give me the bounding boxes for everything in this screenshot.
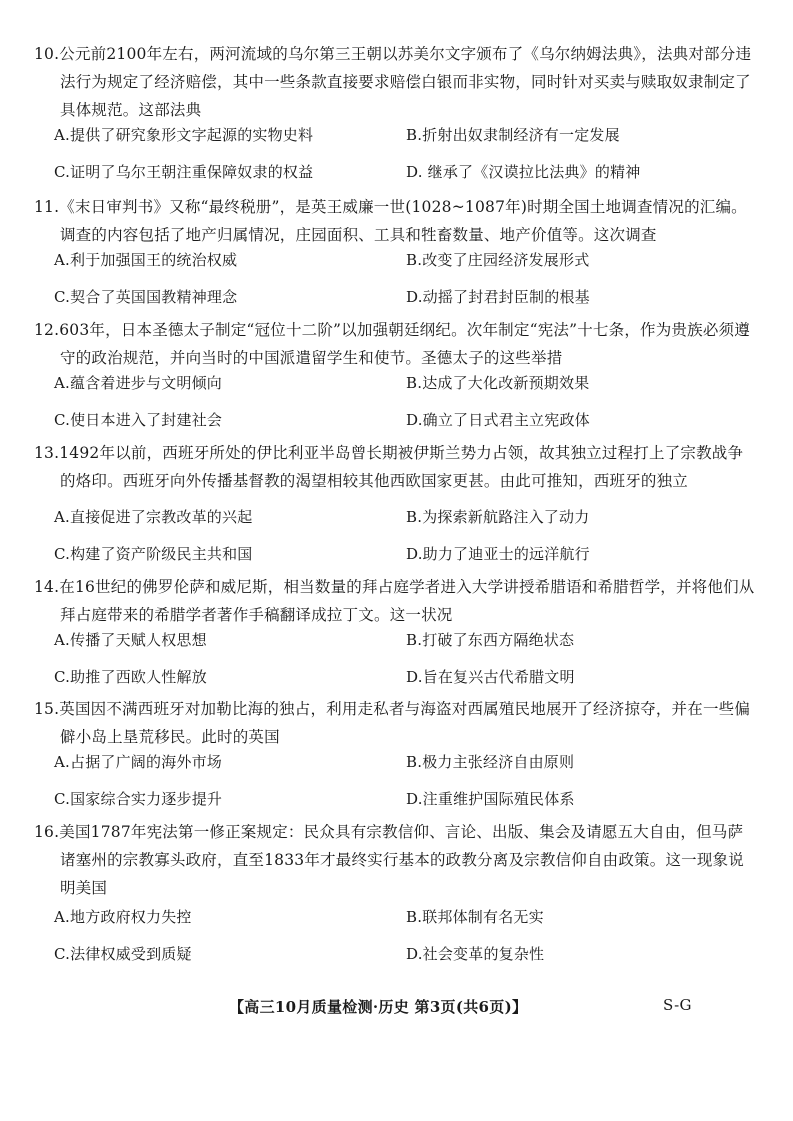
option-a: A.直接促进了宗教改革的兴起: [54, 508, 253, 526]
option-b: B.折射出奴隶制经济有一定发展: [406, 126, 620, 144]
option-a: A.利于加强国王的统治权威: [54, 251, 238, 269]
option-d: D.社会变革的复杂性: [406, 945, 545, 963]
options: [34, 751, 758, 818]
question-stem: 10.公元前2100年左右，两河流域的乌尔第三王朝以苏美尔文字颁布了《乌尔纳姆法典》，法典对部分违法行为规定了经济赔偿，其中一些条款直接要求赔偿白银而非实物，同时针对买卖与赎取奴隶制定了具体规范。这部法典: [34, 45, 752, 119]
option-d: D. 继承了《汉谟拉比法典》的精神: [406, 163, 641, 181]
options: [34, 506, 758, 573]
option-a: A.地方政府权力失控: [54, 908, 192, 926]
question-14: [34, 573, 758, 696]
option-c: C.构建了资产阶级民主共和国: [54, 545, 253, 563]
question-stem: 11.《末日审判书》又称“最终税册”，是英王威廉一世(1028~1087年)时期全国土地调查情况的汇编。调查的内容包括了地产归属情况，庄园面积、工具和牲畜数量、地产价值等。这次调查: [34, 198, 747, 244]
options: [34, 372, 758, 439]
question-stem: 16.美国1787年宪法第一修正案规定：民众具有宗教信仰、言论、出版、集会及请愿五大自由，但马萨诸塞州的宗教寡头政府，直至1833年才最终实行基本的政教分离及宗教信仰自由政策。这一现象说明美国: [34, 823, 744, 897]
option-a: A.蕴含着进步与文明倾向: [54, 374, 223, 392]
options: [34, 906, 758, 973]
option-a: A.提供了研究象形文字起源的实物史料: [54, 126, 314, 144]
question-stem: 13.1492年以前，西班牙所处的伊比利亚半岛曾长期被伊斯兰势力占领，故其独立过程打上了宗教战争的烙印。西班牙向外传播基督教的渴望相较其他西欧国家更甚。由此可推知，西班牙的独立: [34, 444, 744, 490]
options: [34, 629, 758, 696]
option-c: C.证明了乌尔王朝注重保障奴隶的权益: [54, 163, 314, 181]
options: [34, 124, 758, 191]
option-b: B.改变了庄园经济发展形式: [406, 251, 590, 269]
option-b: B.联邦体制有名无实: [406, 908, 544, 926]
question-13: [34, 439, 758, 573]
question-10: [34, 40, 758, 191]
option-d: D.动摇了封君封臣制的根基: [406, 288, 590, 306]
option-d: D.确立了日式君主立宪政体: [406, 411, 590, 429]
options: [34, 249, 758, 316]
option-b: B.极力主张经济自由原则: [406, 753, 575, 771]
question-12: [34, 316, 758, 439]
question-15: [34, 695, 758, 818]
question-stem: 12.603年，日本圣德太子制定“冠位十二阶”以加强朝廷纲纪。次年制定“宪法”十七条，作为贵族必须遵守的政治规范，并向当时的中国派遣留学生和使节。圣德太子的这些举措: [34, 321, 750, 367]
question-16: [34, 818, 758, 973]
option-c: C.契合了英国国教精神理念: [54, 288, 238, 306]
option-d: D.旨在复兴古代希腊文明: [406, 668, 575, 686]
footer-code: S-G: [663, 996, 692, 1014]
question-11: [34, 193, 758, 316]
option-b: B.打破了东西方隔绝状态: [406, 631, 575, 649]
question-stem: 14.在16世纪的佛罗伦萨和威尼斯，相当数量的拜占庭学者进入大学讲授希腊语和希腊哲学，并将他们从拜占庭带来的希腊学者著作手稿翻译成拉丁文。这一状况: [34, 578, 755, 624]
option-b: B.为探索新航路注入了动力: [406, 508, 590, 526]
question-stem: 15.英国因不满西班牙对加勒比海的独占，利用走私者与海盗对西属殖民地展开了经济掠夺，并在一些偏僻小岛上垦荒移民。此时的英国: [34, 700, 751, 746]
option-c: C.法律权威受到质疑: [54, 945, 192, 963]
option-d: D.注重维护国际殖民体系: [406, 790, 575, 808]
option-b: B.达成了大化改新预期效果: [406, 374, 590, 392]
option-a: A.占据了广阔的海外市场: [54, 753, 223, 771]
option-a: A.传播了天赋人权思想: [54, 631, 207, 649]
footer-title: 【高三10月质量检测·历史 第3页(共6页)】: [229, 998, 528, 1016]
option-d: D.助力了迪亚士的远洋航行: [406, 545, 590, 563]
option-c: C.国家综合实力逐步提升: [54, 790, 223, 808]
option-c: C.使日本进入了封建社会: [54, 411, 223, 429]
option-c: C.助推了西欧人性解放: [54, 668, 207, 686]
